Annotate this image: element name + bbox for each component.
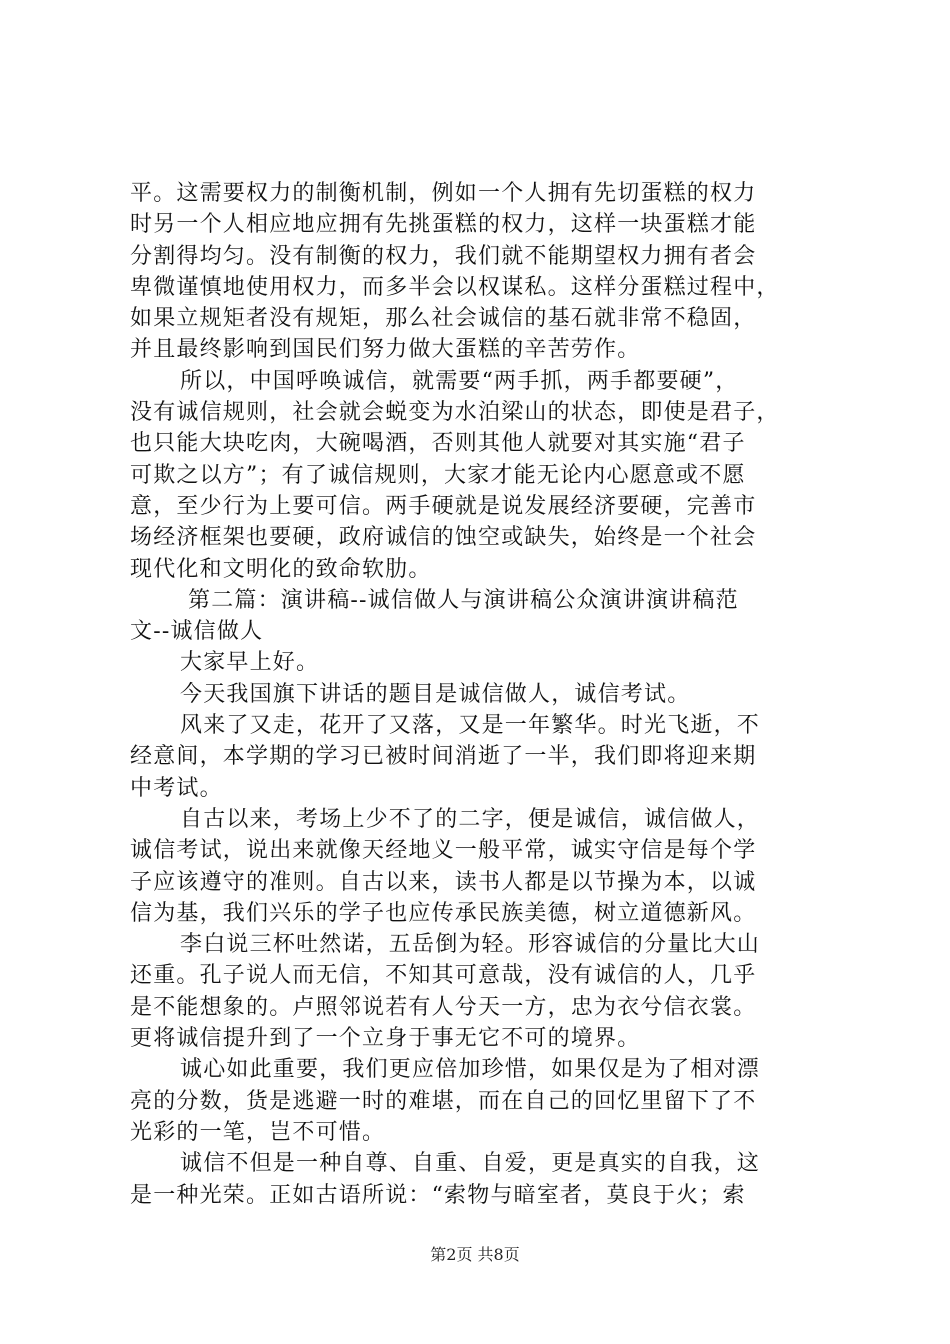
text-line: 所以，中国呼唤诚信，就需要“两手抓，两手都要硬”， (180, 368, 739, 394)
text-line: 亮的分数，货是逃避一时的难堪，而在自己的回忆里留下了不 (130, 1088, 757, 1114)
text-line: 更将诚信提升到了一个立身于事无它不可的境界。 (130, 1026, 641, 1052)
text-line: 自古以来，考场上少不了的二字，便是诚信，诚信做人， (180, 806, 761, 832)
text-line: 经意间，本学期的学习已被时间消逝了一半，我们即将迎来期 (130, 744, 757, 770)
text-line: 现代化和文明化的致命软肋。 (130, 556, 432, 582)
text-line: 今天我国旗下讲话的题目是诚信做人，诚信考试。 (180, 681, 691, 707)
text-line: 文--诚信做人 (130, 619, 264, 645)
text-line: 时另一个人相应地应拥有先挑蛋糕的权力，这样一块蛋糕才能 (130, 212, 757, 238)
text-line: 可欺之以方”；有了诚信规则，大家才能无论内心愿意或不愿 (130, 462, 746, 488)
text-line: 卑微谨慎地使用权力，而多半会以权谋私。这样分蛋糕过程中， (130, 274, 780, 300)
text-line: 是不能想象的。卢照邻说若有人兮天一方，忠为衣兮信衣裳。 (130, 994, 757, 1020)
text-line: 大家早上好。 (180, 650, 320, 676)
text-line: 场经济框架也要硬，政府诚信的蚀空或缺失，始终是一个社会 (130, 525, 757, 551)
text-line: 风来了又走，花开了又落，又是一年繁华。时光飞逝，不 (180, 713, 761, 739)
text-line: 诚心如此重要，我们更应倍加珍惜，如果仅是为了相对漂 (180, 1057, 761, 1083)
text-line: 意，至少行为上要可信。两手硬就是说发展经济要硬，完善市 (130, 493, 757, 519)
text-line: 诚信考试，说出来就像天经地义一般平常，诚实守信是每个学 (130, 838, 757, 864)
text-line: 分割得均匀。没有制衡的权力，我们就不能期望权力拥有者会 (130, 243, 757, 269)
text-line: 没有诚信规则，社会就会蜕变为水泊梁山的状态，即使是君子， (130, 400, 780, 426)
page-footer: 第2页 共8页 (430, 1245, 520, 1264)
text-line: 并且最终影响到国民们努力做大蛋糕的辛苦劳作。 (130, 337, 641, 363)
text-line: 也只能大块吃肉，大碗喝酒，否则其他人就要对其实施“君子 (130, 431, 746, 457)
text-line: 中考试。 (130, 775, 223, 801)
document-body (130, 178, 830, 1211)
text-line: 光彩的一笔，岂不可惜。 (130, 1119, 386, 1145)
text-line: 诚信不但是一种自尊、自重、自爱，更是真实的自我，这 (180, 1151, 761, 1177)
text-line: 如果立规矩者没有规矩，那么社会诚信的基石就非常不稳固， (130, 306, 757, 332)
text-line: 李白说三杯吐然诺，五岳倒为轻。形容诚信的分量比大山 (180, 932, 761, 958)
text-line: 子应该遵守的准则。自古以来，读书人都是以节操为本，以诚 (130, 869, 757, 895)
text-line: 还重。孔子说人而无信，不知其可意哉，没有诚信的人，几乎 (130, 963, 757, 989)
text-line: 第二篇：演讲稿--诚信做人与演讲稿公众演讲演讲稿范 (188, 587, 739, 613)
text-line: 是一种光荣。正如古语所说：“索物与暗室者，莫良于火；索 (130, 1182, 746, 1208)
text-line: 信为基，我们兴乐的学子也应传承民族美德，树立道德新风。 (130, 900, 757, 926)
text-line: 平。这需要权力的制衡机制，例如一个人拥有先切蛋糕的权力 (130, 181, 757, 206)
